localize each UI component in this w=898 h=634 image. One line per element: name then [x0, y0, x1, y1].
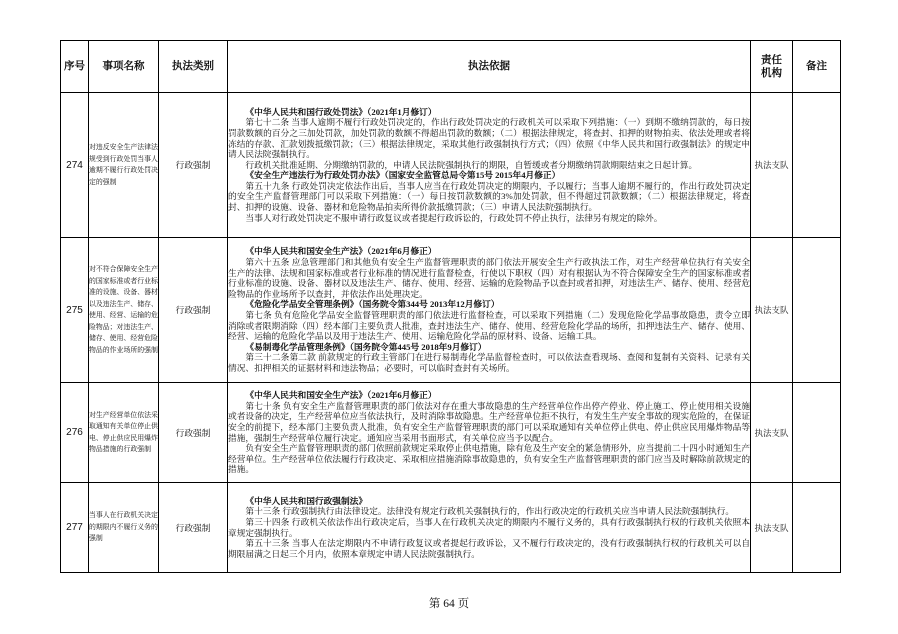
law-article: 第十三条 行政强制执行由法律设定。法律没有规定行政机关强制执行的，作出行政决定的行政机关应当申请人民法院强制执行。 [245, 506, 735, 517]
note-cell [793, 383, 841, 483]
basis-cell [228, 483, 751, 573]
law-article: 第六十五条 应急管理部门和其他负有安全生产监督管理职责的部门依法开展安全生产行政执法工作，对生产经营单位执行有关安全生产的法律、法规和国家标准或者行业标准的情况进行监督检查，行使以下职权（四）对有根据认为不符合保障安全生产的国家标准或者行业标准的设施、设备、器材以及违法生产、储存、使用、经营、运输的危险物品予以查封或者扣押，对违法生产、储存、使用、经营危险物品的作业场所予以查封，并依法作出处理决定。 [228, 257, 750, 299]
note-cell [793, 483, 841, 573]
law-article: 第五十三条 当事人在法定期限内不申请行政复议或者提起行政诉讼，又不履行行政决定的，没有行政强制执行权的行政机关可以自期限届满之日起三个月内，依照本章规定申请人民法院强制执行。 [228, 538, 750, 559]
law-title: 《危险化学品安全管理条例》（国务院令第344号 2013年12月修订） [245, 299, 500, 310]
law-article: 负有安全生产监督管理职责的部门依照前款规定采取停止供电措施，除有危及生产安全的紧急情形外，应当提前二十四小时通知生产经营单位。生产经营单位依法履行行政决定、采取相应措施消除事故隐患的，负有安全生产监督管理职责的部门应当及时解除前款规定的措施。 [228, 443, 750, 475]
law-article: 第五十九条 行政处罚决定依法作出后，当事人应当在行政处罚决定的期限内，予以履行；当事人逾期不履行的，作出行政处罚决定的安全生产监督管理部门可以采取下列措施：（一）每日按罚款数额的3%加处罚款，但不得超过罚款数额；（二）根据法律规定，将查封、扣押的设施、设备、器材和危险物品拍卖所得价款抵缴罚款；（三）申请人民法院强制执行。 [228, 180, 750, 213]
seq-cell: 277 [61, 483, 89, 573]
item-name-cell: 对生产经营单位依法采取通知有关单位停止供电、停止供应民用爆炸物品措施的行政强制 [89, 383, 159, 483]
note-cell [793, 93, 841, 238]
table-row [61, 383, 841, 483]
item-name-cell: 对违反安全生产法律法规受到行政处罚当事人逾期不履行行政处罚决定的强制 [89, 93, 159, 238]
law-article: 第七十条 负有安全生产监督管理职责的部门依法对存在重大事故隐患的生产经营单位作出停产停业、停止施工、停止使用相关设施或者设备的决定，生产经营单位应当依法执行，及时消除事故隐患。生产经营单位拒不执行，有发生生产安全事故的现实危险的，在保证安全的前提下，经本部门主要负责人批准，负有安全生产监督管理职责的部门可以采取通知有关单位停止供电、停止供应民用爆炸物品等措施，强制生产经营单位履行决定。通知应当采用书面形式，有关单位应当予以配合。 [228, 400, 750, 443]
table-row [61, 238, 841, 383]
table-header-row [61, 41, 841, 93]
law-article: 行政机关批准延期、分期缴纳罚款的，申请人民法院强制执行的期限，自暂缓或者分期缴纳罚款期限结束之日起计算。 [245, 159, 698, 170]
header-seq: 序号 [61, 41, 89, 93]
category-cell: 行政强制 [159, 483, 228, 573]
header-item-name: 事项名称 [89, 41, 159, 93]
law-article: 第三十四条 行政机关依法作出行政决定后，当事人在行政机关决定的期限内不履行义务的，具有行政强制执行权的行政机关依照本章规定强制执行。 [228, 516, 750, 538]
law-article: 第七条 负有危险化学品安全监督管理职责的部门依法进行监督检查，可以采取下列措施（二）发现危险化学品事故隐患，责令立即消除或者限期消除（四）经本部门主要负责人批准，查封违法生产、储存、使用、经营危险化学品的场所，扣押违法生产、储存、使用、经营、运输的危险化学品以及用于违法生产、使用、运输危险化学品的原材料、设备、运输工具。 [228, 310, 750, 342]
enforcement-table [60, 40, 841, 573]
table-row [61, 483, 841, 573]
basis-cell [228, 93, 751, 238]
header-note: 备注 [793, 41, 841, 93]
law-title: 《安全生产违法行为行政处罚办法》（国家安全监管总局令第15号 2015年4月修正） [245, 170, 561, 181]
law-article: 第七十二条 当事人逾期不履行行政处罚决定的，作出行政处罚决定的行政机关可以采取下列措施：（一）到期不缴纳罚款的，每日按罚款数额的百分之三加处罚款，加处罚款的数额不得超出罚款的数额；（二）根据法律规定，将查封、扣押的财物拍卖、依法处理或者将冻结的存款、汇款划拨抵缴罚款；（三）根据法律规定，采取其他行政强制执行方式；（四）依照《中华人民共和国行政强制法》的规定申请人民法院强制执行。 [228, 117, 750, 160]
seq-cell: 276 [61, 383, 89, 483]
note-cell [793, 238, 841, 383]
agency-cell: 执法支队 [751, 238, 793, 383]
basis-cell [228, 238, 751, 383]
header-basis: 执法依据 [228, 41, 751, 93]
category-cell: 行政强制 [159, 93, 228, 238]
law-article: 当事人对行政处罚决定不服申请行政复议或者提起行政诉讼的，行政处罚不停止执行，法律另有规定的除外。 [245, 212, 663, 223]
agency-cell: 执法支队 [751, 483, 793, 573]
law-title: 《中华人民共和国安全生产法》（2021年6月修正） [245, 390, 437, 401]
seq-cell: 274 [61, 93, 89, 238]
page-number: 第 64 页 [428, 598, 470, 610]
item-name-cell: 对不符合保障安全生产的国家标准或者行业标准的设施、设备、器材以及违法生产、储存、使用、经营、运输的危险物品；对违法生产、储存、使用、经营危险物品的作业场所的强制 [89, 238, 159, 383]
category-cell: 行政强制 [159, 238, 228, 383]
item-name-cell: 当事人在行政机关决定的期限内不履行义务的强制 [89, 483, 159, 573]
agency-cell: 执法支队 [751, 93, 793, 238]
header-agency [751, 41, 793, 93]
agency-cell: 执法支队 [751, 383, 793, 483]
law-title: 《易制毒化学品管理条例》（国务院令第445号 2018年9月修订） [245, 341, 487, 352]
header-agency-label: 责任机构 [760, 53, 782, 79]
law-title: 《中华人民共和国行政强制法》 [245, 495, 368, 506]
header-category: 执法类别 [159, 41, 228, 93]
category-cell: 行政强制 [159, 383, 228, 483]
basis-cell [228, 383, 751, 483]
seq-cell: 275 [61, 238, 89, 383]
table-row [61, 93, 841, 238]
law-title: 《中华人民共和国行政处罚法》（2021年1月修订） [245, 106, 437, 117]
law-title: 《中华人民共和国安全生产法》（2021年6月修正） [245, 246, 437, 257]
law-article: 第三十二条第二款 前款规定的行政主管部门在进行易制毒化学品监督检查时，可以依法查看现场、查阅和复制有关资料、记录有关情况、扣押相关的证据材料和违法物品；必要时，可以临时查封有关场所。 [228, 352, 750, 373]
